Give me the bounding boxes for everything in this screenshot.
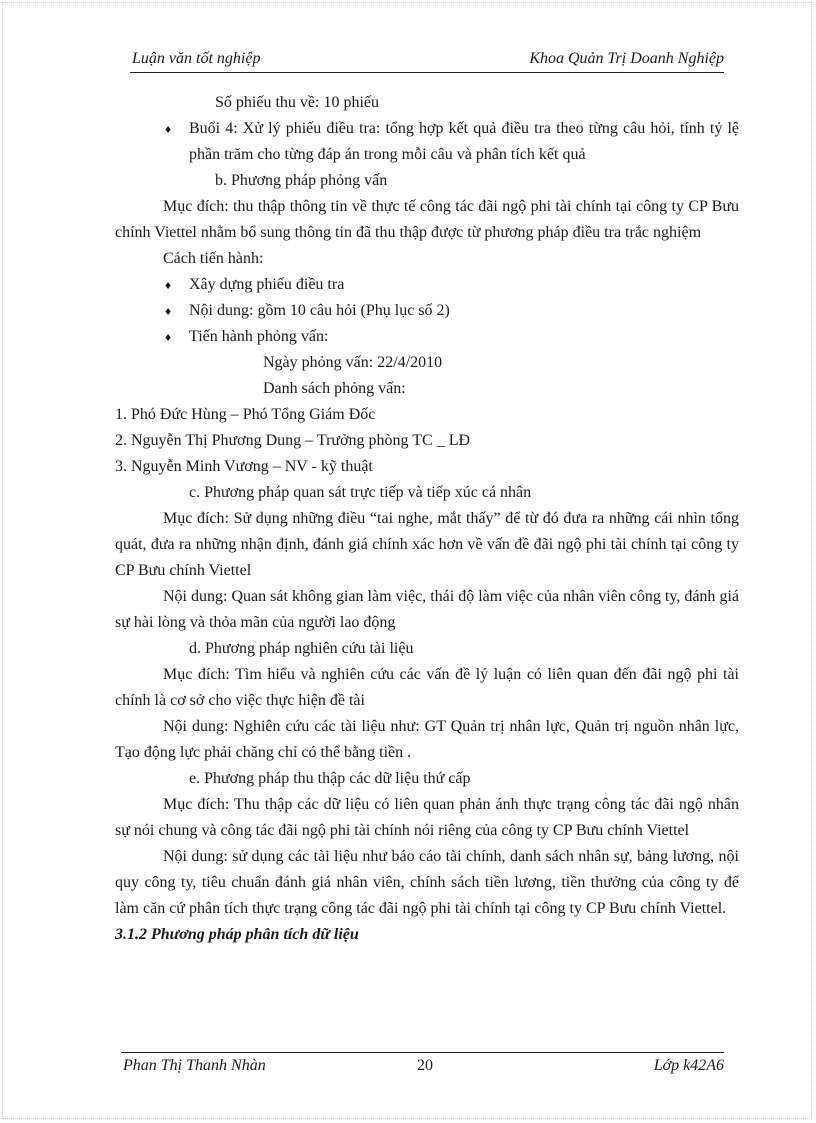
paragraph: Nội dung: Quan sát không gian làm việc, thái độ làm việc của nhân viên công ty, đánh giá sự hài lòng và thỏa mãn của người lao động — [115, 588, 739, 631]
paragraph: Mục đích: Sử dụng những điều “tai nghe, mắt thấy” để từ đó đưa ra những cái nhìn tổng quát, đưa ra những nhận định, đánh giá chính xác hơn về vấn đề đãi ngộ phi tài chính tại công ty CP Bưu chính Viettel — [115, 510, 739, 579]
page-number: 20 — [417, 1057, 433, 1074]
numbered-item: 3. Nguyễn Minh Vương – NV - kỹ thuật — [115, 458, 373, 475]
subsection-title: e. Phương pháp thu thập các dữ liệu thứ cấp — [189, 770, 471, 787]
paragraph: Cách tiến hành: — [163, 250, 264, 267]
paragraph: Nội dung: sử dụng các tài liệu như báo cáo tài chính, danh sách nhân sự, bảng lương, nội quy công ty, tiêu chuẩn đánh giá nhân viên, chính sách tiền lương, tiền thưởng của công ty để làm căn cứ phân tích thực trạng công tác đãi ngộ phi tài chính tại công ty CP Bưu chính Viettel. — [115, 848, 739, 917]
numbered-item: 2. Nguyễn Thị Phương Dung – Trưởng phòng TC _ LĐ — [115, 432, 471, 449]
header-thesis-label: Luận văn tốt nghiệp — [132, 50, 261, 67]
bullet-item — [115, 272, 739, 298]
subsection-title: c. Phương pháp quan sát trực tiếp và tiếp xúc cá nhân — [189, 484, 532, 501]
header-faculty-label: Khoa Quản Trị Doanh Nghiệp — [529, 50, 724, 67]
bullet-diamond-icon: ♦ — [165, 278, 172, 292]
page-footer — [121, 1052, 724, 1075]
footer-author: Phan Thị Thanh Nhàn — [123, 1057, 266, 1074]
footer-class: Lớp k42A6 — [653, 1057, 724, 1074]
numbered-item: 1. Phó Đức Hùng – Phó Tổng Giám Đốc — [115, 406, 376, 423]
paragraph: Ngày phỏng vấn: 22/4/2010 — [263, 354, 443, 371]
subsection-title: d. Phương pháp nghiên cứu tài liệu — [189, 640, 414, 657]
bullet-diamond-icon: ♦ — [165, 122, 172, 136]
subsection-title: b. Phương pháp phỏng vấn — [215, 172, 388, 189]
section-heading: 3.1.2 Phương pháp phân tích dữ liệu — [115, 926, 359, 943]
paragraph: Số phiếu thu về: 10 phiếu — [215, 94, 379, 111]
bullet-item — [115, 324, 739, 350]
bullet-text: Buổi 4: Xử lý phiếu điều tra: tổng hợp kết quả điều tra theo từng câu hỏi, tính tỷ lệ phần trăm cho từng đáp án trong mỗi câu và phân tích kết quả — [189, 120, 739, 163]
page-header — [130, 48, 724, 73]
document-body — [115, 90, 739, 948]
bullet-text: Xây dựng phiếu điều tra — [189, 276, 345, 293]
paragraph: Mục đích: Thu thập các dữ liệu có liên quan phản ánh thực trạng công tác đãi ngộ nhân sự nói chung và công tác đãi ngộ phi tài chính nói riêng của công ty CP Bưu chính Viettel — [115, 796, 739, 839]
paragraph: Mục đích: Tìm hiểu và nghiên cứu các vấn đề lý luận có liên quan đến đãi ngộ phi tài chính là cơ sở cho việc thực hiện đề tài — [115, 666, 739, 709]
bullet-diamond-icon: ♦ — [165, 330, 172, 344]
paragraph: Mục đích: thu thập thông tin về thực tế công tác đãi ngộ phi tài chính tại công ty CP Bưu chính Viettel nhằm bổ sung thông tin đã thu thập được từ phương pháp điều tra trắc nghiệm — [115, 198, 739, 241]
bullet-text: Tiến hành phỏng vấn: — [189, 328, 329, 345]
paragraph: Nội dung: Nghiên cứu các tài liệu như: GT Quản trị nhân lực, Quản trị nguồn nhân lực, Tạo động lực phải chăng chỉ có thể bằng tiền . — [115, 718, 739, 761]
bullet-item — [115, 116, 739, 168]
bullet-item — [115, 298, 739, 324]
bullet-diamond-icon: ♦ — [165, 304, 172, 318]
bullet-text: Nội dung: gồm 10 câu hỏi (Phụ lục số 2) — [189, 302, 450, 319]
paragraph: Danh sách phỏng vấn: — [263, 380, 406, 397]
